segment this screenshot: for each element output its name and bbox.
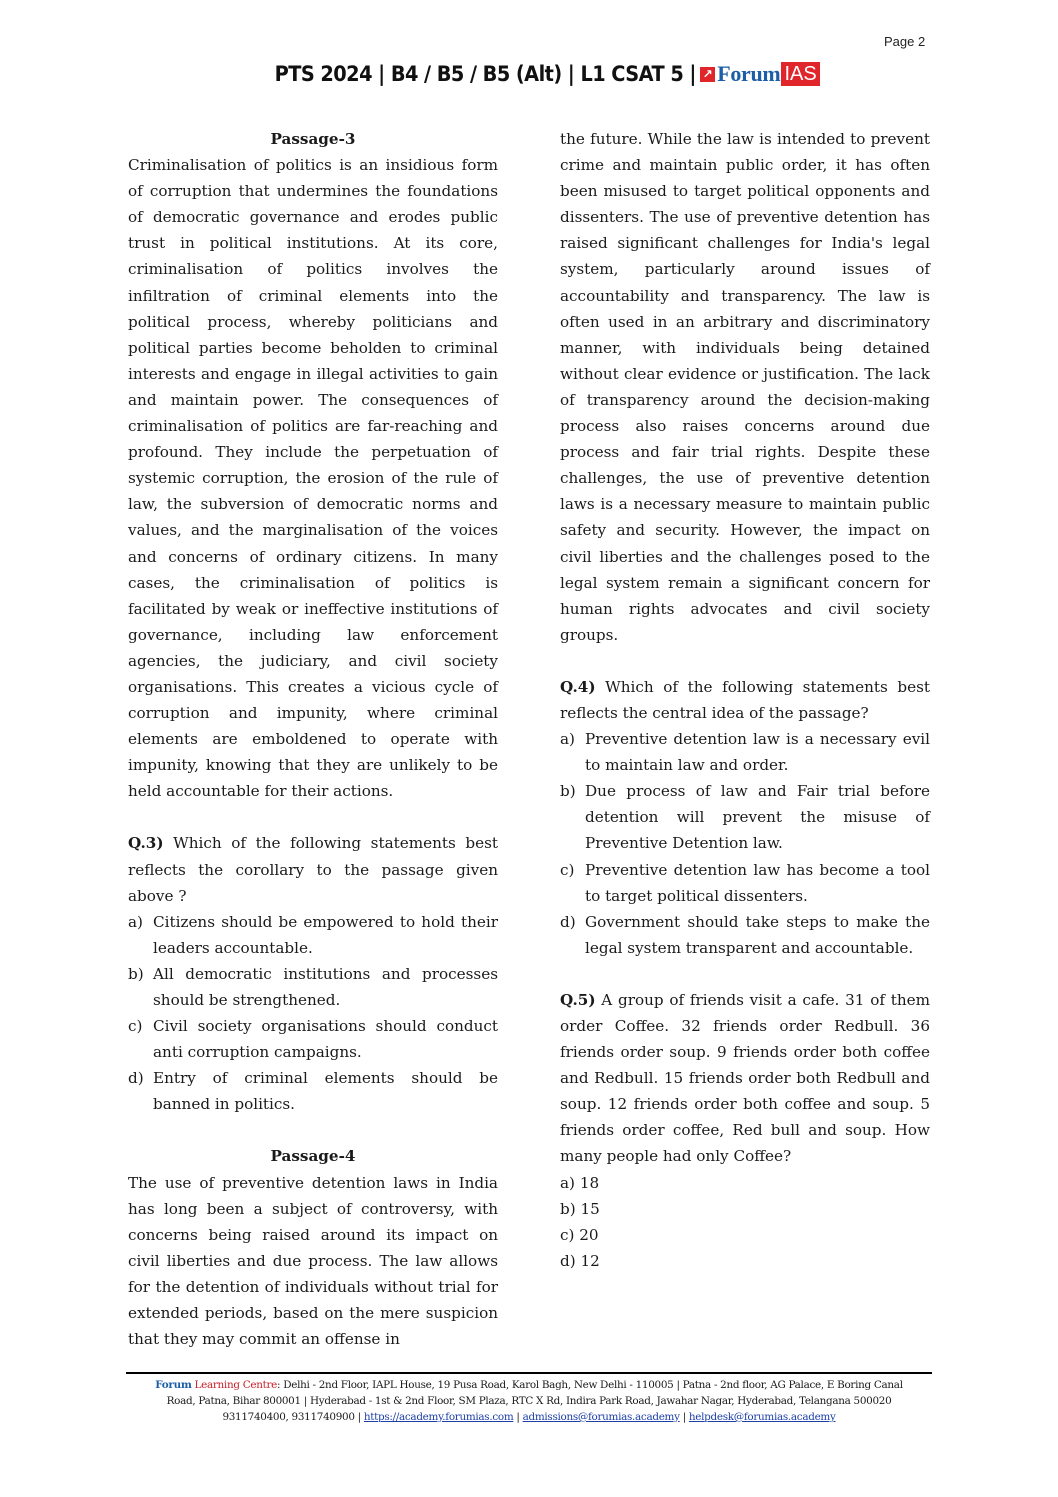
- page-title: PTS 2024 | B4 / B5 / B5 (Alt) | L1 CSAT 5 |: [274, 62, 697, 86]
- page-header: [0, 62, 1058, 86]
- question-4: [560, 674, 930, 961]
- passage-3-title: Passage-3: [270, 130, 356, 148]
- footer-brand-learning-centre: Learning Centre: [191, 1379, 277, 1391]
- question-3-option-d[interactable]: d) Entry of criminal elements should be banned in politics.: [128, 1069, 498, 1114]
- question-4-option-c[interactable]: c) Preventive detention law has become a tool to target political dissenters.: [560, 860, 930, 905]
- question-3-number: Q.3): [128, 834, 164, 853]
- question-5-option-a[interactable]: a) 18: [560, 1173, 600, 1192]
- passage-3-body: Criminalisation of politics is an insidious form of corruption that undermines the foundations of democratic governance and erodes public trust in political institutions. At its core, criminalisation of politics involves the infiltration of criminal elements into the political process, whereby politicians and political parties become beholden to criminal interests and engage in illegal activities to gain and maintain power. The consequences of criminalisation of politics are far-reaching and profound. They include the perpetuation of systemic corruption, the erosion of the rule of law, the subversion of democratic norms and values, and the marginalisation of the voices and concerns of ordinary citizens. In many cases, the criminalisation of politics is facilitated by weak or ineffective institutions of governance, including law enforcement agencies, the judiciary, and civil society organisations. This creates a vicious cycle of corruption and impunity, where criminal elements are emboldened to operate with impunity, knowing that they are unlikely to be held accountable for their actions.: [128, 156, 498, 801]
- forumias-logo: [700, 62, 820, 86]
- footer-address-line2: Road, Patna, Bihar 800001 | Hyderabad - 1st & 2nd Floor, SM Plaza, RTC X Rd, Indira Park Road, Jawahar Nagar, Hyderabad, Telangana 500020: [166, 1395, 892, 1407]
- question-4-number: Q.4): [560, 677, 596, 696]
- footer-admissions-email-link[interactable]: admissions@forumias.academy: [522, 1411, 680, 1423]
- passage-4-body-part1: The use of preventive detention laws in India has long been a subject of controversy, with concerns being raised around its impact on civil liberties and due process. The law allows for the detention of individuals without trial for extended periods, based on the mere suspicion that they may commit an offense in: [128, 1173, 498, 1349]
- question-3-text: Which of the following statements best reflects the corollary to the passage given above ?: [128, 834, 498, 905]
- footer-contact-line: 9311740400, 9311740900 | https://academy.forumias.com | admissions@forumias.academy | helpdesk@forumias.academy: [222, 1411, 836, 1423]
- question-3-option-b[interactable]: b) All democratic institutions and processes should be strengthened.: [128, 964, 498, 1009]
- question-4-text: Which of the following statements best reflects the central idea of the passage?: [560, 677, 930, 722]
- question-4-option-b[interactable]: b) Due process of law and Fair trial before detention will prevent the misuse of Preventive Detention law.: [560, 782, 930, 853]
- question-4-option-a[interactable]: a) Preventive detention law is a necessary evil to maintain law and order.: [560, 730, 930, 775]
- question-3-option-c[interactable]: c) Civil society organisations should conduct anti corruption campaigns.: [128, 1017, 498, 1062]
- page-footer: [126, 1372, 932, 1425]
- question-5-option-b[interactable]: b) 15: [560, 1199, 600, 1218]
- logo-forum-text: Forum: [717, 61, 781, 86]
- footer-website-link[interactable]: https://academy.forumias.com: [363, 1411, 514, 1423]
- logo-ias-text: IAS: [781, 62, 819, 86]
- footer-phones: 9311740400, 9311740900: [222, 1411, 355, 1423]
- right-column: [560, 126, 930, 1274]
- footer-address-line1: Forum Learning Centre: Delhi - 2nd Floor, IAPL House, 19 Pusa Road, Karol Bagh, New Delhi - 110005 | Patna - 2nd floor, AG Palace, E Boring Canal: [155, 1379, 903, 1391]
- passage-4-body-part2: the future. While the law is intended to prevent crime and maintain public order, it has often been misused to target political opponents and dissenters. The use of preventive detention has raised significant challenges for India's legal system, particularly around issues of accountability and transparency. The law is often used in an arbitrary and discriminatory manner, with individuals being detained without clear evidence or justification. The lack of transparency around the decision-making process also raises concerns around due process and fair trial rights. Despite these challenges, the use of preventive detention laws is a necessary measure to maintain public safety and security. However, the impact on civil liberties and the challenges posed to the legal system remain a significant concern for human rights advocates and civil society groups.: [560, 130, 930, 644]
- arrow-up-right-icon: ↗: [700, 67, 715, 82]
- question-3: [128, 830, 498, 1117]
- question-5-number: Q.5): [560, 990, 596, 1009]
- question-5-option-c[interactable]: c) 20: [560, 1225, 599, 1244]
- question-5: [560, 987, 930, 1274]
- passage-4-title: Passage-4: [270, 1147, 356, 1166]
- footer-helpdesk-email-link[interactable]: helpdesk@forumias.academy: [688, 1411, 836, 1423]
- footer-delhi-patna-address: Delhi - 2nd Floor, IAPL House, 19 Pusa Road, Karol Bagh, New Delhi - 110005 | Patna - 2nd floor, AG Palace, E Boring Canal: [283, 1379, 903, 1391]
- question-5-option-d[interactable]: d) 12: [560, 1251, 600, 1270]
- footer-brand-forum: Forum: [155, 1379, 192, 1391]
- left-column: [128, 126, 498, 1352]
- question-3-option-a[interactable]: a) Citizens should be empowered to hold their leaders accountable.: [128, 912, 498, 957]
- question-4-option-d[interactable]: d) Government should take steps to make the legal system transparent and accountable.: [560, 912, 930, 957]
- question-5-text: A group of friends visit a cafe. 31 of them order Coffee. 32 friends order Redbull. 36 friends order soup. 9 friends order both coffee and Redbull. 15 friends order both Redbull and soup. 12 friends order both coffee and soup. 5 friends order coffee, Red bull and soup. How many people had only Coffee?: [560, 990, 930, 1166]
- page-number: Page 2: [884, 34, 926, 49]
